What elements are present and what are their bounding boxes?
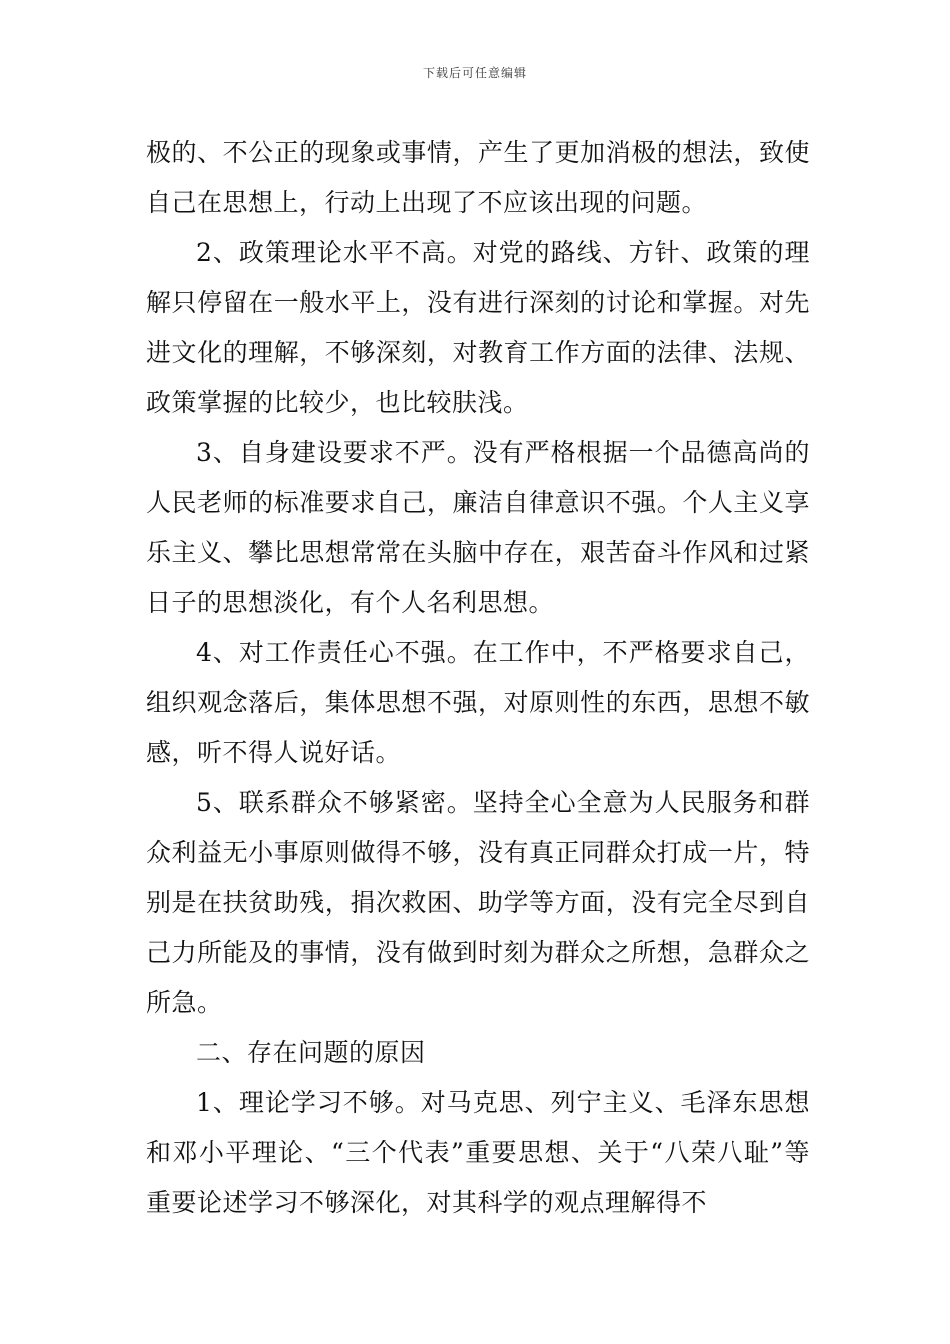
paragraph-continuation: 极的、不公正的现象或事情，产生了更加消极的想法，致使自己在思想上，行动上出现了不应该出现的问题。 xyxy=(146,138,810,217)
paragraph-point-5-mass-contact: 5、联系群众不够紧密。坚持全心全意为人民服务和群众利益无小事原则做得不够，没有真正同群众打成一片，特别是在扶贫助残，捐次救困、助学等方面，没有完全尽到自己力所能及的事情，没有做到时刻为群众之所想，急群众之所急。 xyxy=(146,788,810,1017)
paragraph-cause-1-theory-study: 1、理论学习不够。对马克思、列宁主义、毛泽东思想和邓小平理论、“三个代表”重要思想、关于“八荣八耻”等重要论述学习不够深化，对其科学的观点理解得不 xyxy=(146,1088,810,1217)
paragraph-point-4-work-responsibility: 4、对工作责任心不强。在工作中，不严格要求自己，组织观念落后，集体思想不强，对原则性的东西，思想不敏感，听不得人说好话。 xyxy=(146,638,810,767)
section-heading-causes: 二、存在问题的原因 xyxy=(196,1038,426,1067)
paragraph-point-2-policy-theory: 2、政策理论水平不高。对党的路线、方针、政策的理解只停留在一般水平上，没有进行深刻的讨论和掌握。对先进文化的理解，不够深刻，对教育工作方面的法律、法规、政策掌握的比较少，也比较肤浅。 xyxy=(146,238,810,417)
document-body xyxy=(146,128,810,1228)
header-note: 下载后可任意编辑 xyxy=(422,66,527,80)
paragraph-point-3-self-discipline: 3、自身建设要求不严。没有严格根据一个品德高尚的人民老师的标准要求自己，廉洁自律意识不强。个人主义享乐主义、攀比思想常常在头脑中存在，艰苦奋斗作风和过紧日子的思想淡化，有个人名利思想。 xyxy=(146,438,810,617)
